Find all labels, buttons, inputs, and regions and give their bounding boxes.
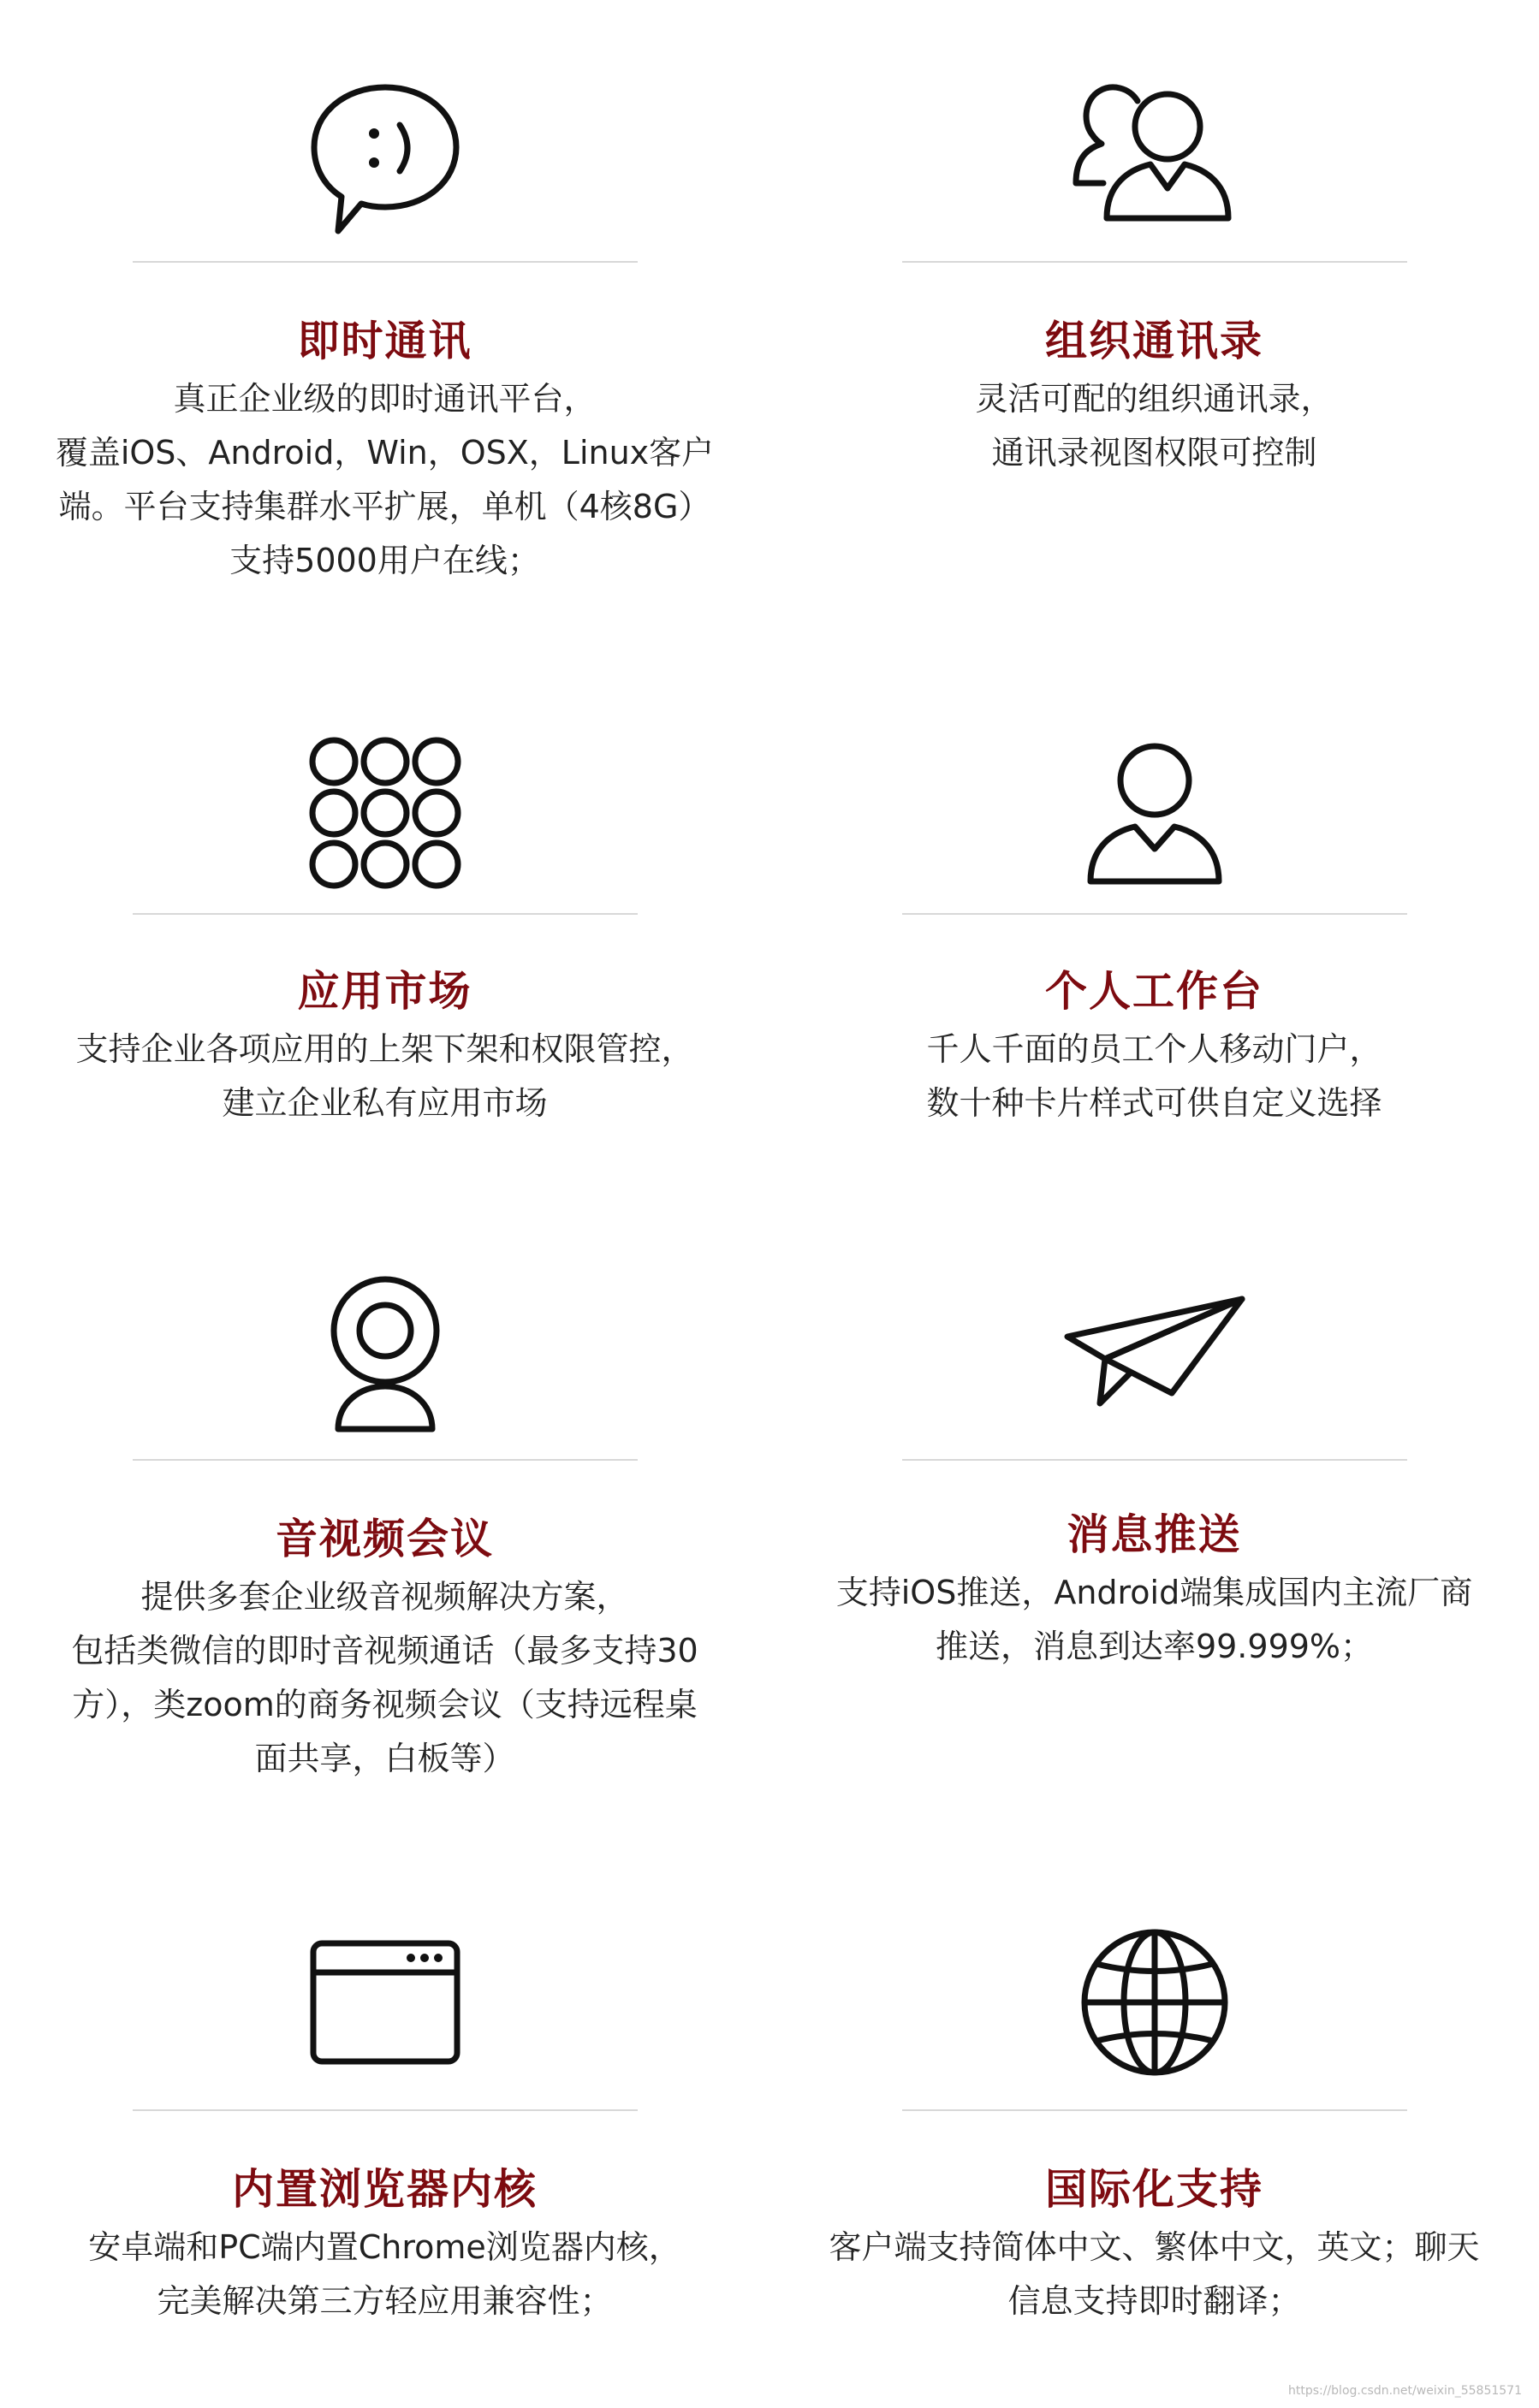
- feature-description: [17, 1570, 752, 1786]
- description-line: 真正企业级的即时通讯平台，: [173, 380, 597, 418]
- description-line: 完美解决第三方轻应用兼容性；: [157, 2282, 613, 2320]
- feature-title: 应用市场: [297, 967, 472, 1016]
- browser-window-icon: [0, 1900, 770, 2105]
- feature-title: 音视频会议: [275, 1515, 494, 1563]
- feature-description: [787, 1566, 1522, 1674]
- description-line: 支持企业各项应用的上架下架和权限管控，: [75, 1030, 694, 1068]
- feature-title: 个人工作台: [1044, 967, 1263, 1016]
- divider: [902, 261, 1407, 263]
- description-line: 覆盖iOS、Android，Win，OSX，Linux客户: [55, 434, 715, 472]
- feature-description: [17, 372, 752, 588]
- person-icon: [770, 710, 1539, 916]
- feature-title: 内置浏览器内核: [231, 2165, 538, 2214]
- contacts-icon: [770, 51, 1539, 257]
- feature-description: [787, 372, 1522, 480]
- feature-org-contacts: [770, 0, 1539, 650]
- description-line: 千人千面的员工个人移动门户，: [926, 1030, 1382, 1068]
- description-line: 推送，消息到达率99.999%；: [935, 1628, 1374, 1665]
- description-line: 支持5000用户在线；: [229, 542, 540, 579]
- description-line: 包括类微信的即时音视频通话（最多支持30: [71, 1632, 698, 1670]
- app-grid-icon: [0, 710, 770, 916]
- feature-title: 组织通讯录: [1044, 317, 1263, 365]
- description-line: 面共享，白板等）: [254, 1740, 515, 1777]
- feature-description: [17, 2221, 752, 2328]
- watermark: https://blog.csdn.net/weixin_55851571: [1287, 2384, 1522, 2398]
- description-line: 端。平台支持集群水平扩展，单机（4核8G）: [58, 488, 711, 525]
- feature-built-in-browser: [0, 1865, 770, 2408]
- description-line: 数十种卡片样式可供自定义选择: [926, 1084, 1382, 1122]
- divider: [133, 261, 638, 263]
- feature-internationalization: [770, 1865, 1539, 2408]
- feature-title: 即时通讯: [297, 317, 472, 365]
- description-line: 支持iOS推送，Android端集成国内主流厂商: [835, 1574, 1473, 1611]
- description-line: 方），类zoom的商务视频会议（支持远程桌: [72, 1686, 698, 1723]
- divider: [902, 2109, 1407, 2111]
- feature-title: 消息推送: [1067, 1510, 1242, 1559]
- description-line: 安卓端和PC端内置Chrome浏览器内核，: [88, 2228, 681, 2266]
- description-line: 通讯录视图权限可控制: [991, 434, 1317, 472]
- description-line: 信息支持即时翻译；: [1007, 2282, 1301, 2320]
- feature-title: 国际化支持: [1044, 2165, 1263, 2214]
- feature-description: [787, 1023, 1522, 1130]
- description-line: 灵活可配的组织通讯录，: [975, 380, 1334, 418]
- divider: [133, 2109, 638, 2111]
- feature-personal-workbench: [770, 676, 1539, 1232]
- feature-description: [787, 2221, 1522, 2328]
- divider: [902, 913, 1407, 915]
- description-line: 客户端支持简体中文、繁体中文，英文；聊天: [829, 2228, 1480, 2266]
- feature-push-notification: [770, 1224, 1539, 1806]
- feature-av-conference: [0, 1224, 770, 1806]
- paper-plane-icon: [770, 1249, 1539, 1455]
- divider: [133, 913, 638, 915]
- description-line: 建立企业私有应用市场: [222, 1084, 548, 1122]
- feature-instant-messaging: [0, 0, 770, 650]
- divider: [902, 1459, 1407, 1461]
- feature-description: [17, 1023, 752, 1130]
- description-line: 提供多套企业级音视频解决方案，: [140, 1578, 629, 1616]
- divider: [133, 1459, 638, 1461]
- globe-icon: [770, 1900, 1539, 2105]
- feature-app-market: [0, 676, 770, 1232]
- webcam-icon: [0, 1249, 770, 1455]
- chat-smile-icon: [0, 51, 770, 257]
